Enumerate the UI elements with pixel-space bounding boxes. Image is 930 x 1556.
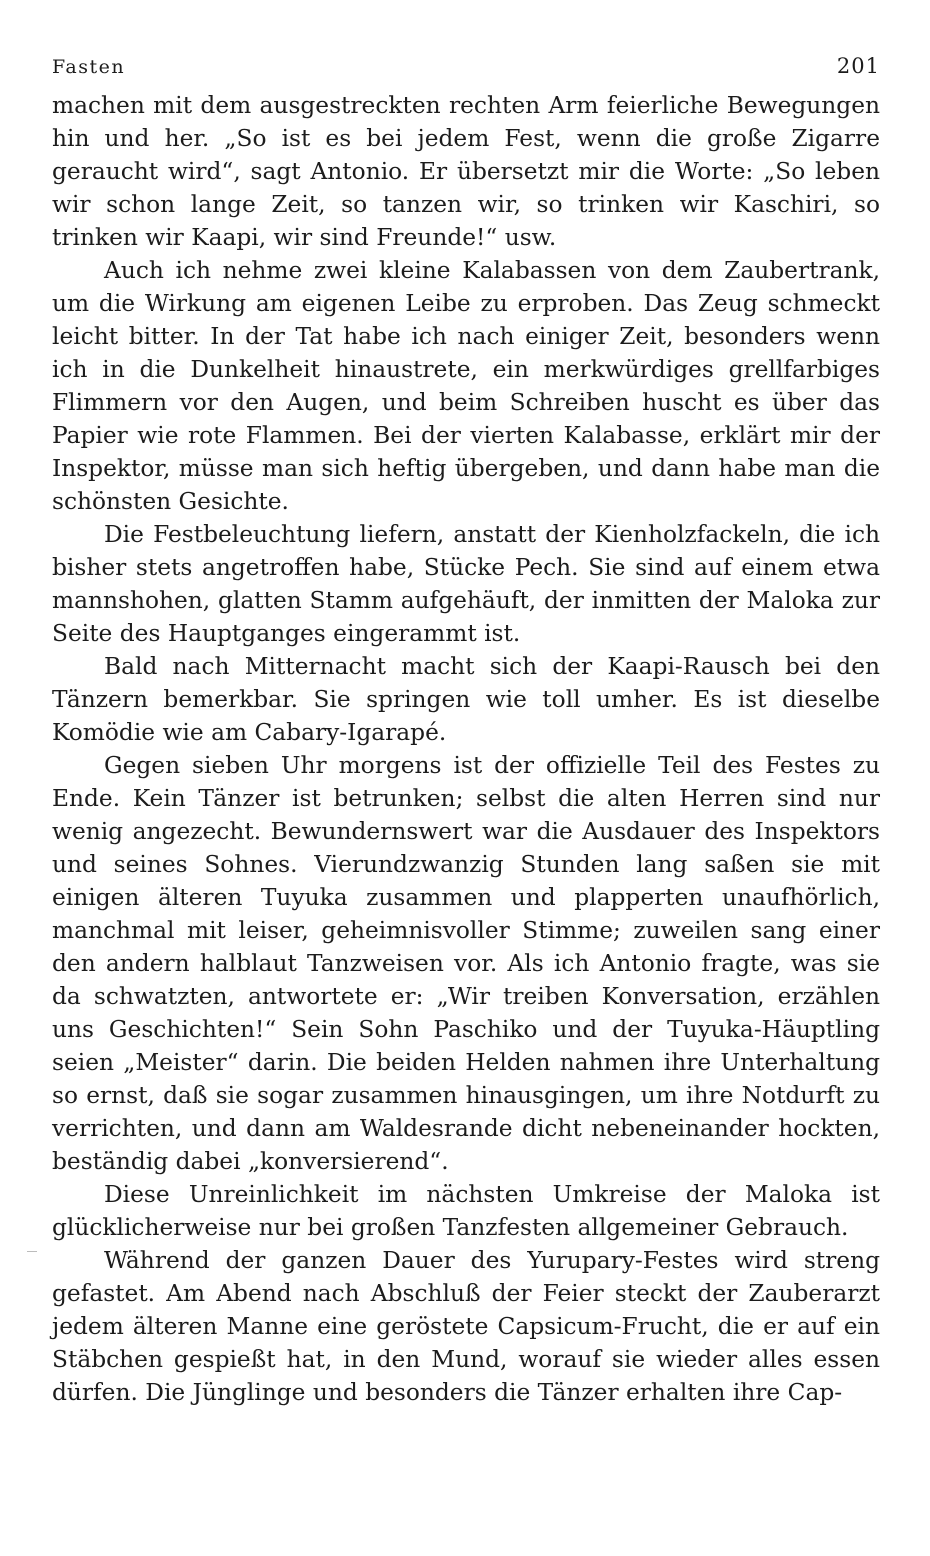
body-text <box>52 89 880 1409</box>
paragraph: Auch ich nehme zwei kleine Kalabassen von dem Zaubertrank, um die Wirkung am eigenen Leibe zu erproben. Das Zeug schmeckt leicht bitter. In der Tat habe ich nach einiger Zeit, besonders wenn ich in die Dunkelheit hinaustrete, ein merkwürdiges grellfarbiges Flimmern vor den Augen, und beim Schreiben huscht es über das Papier wie rote Flammen. Bei der vierten Kalabasse, erklärt mir der Inspektor, müsse man sich heftig übergeben, und dann habe man die schönsten Gesichte. <box>52 257 880 515</box>
running-head-title: Fasten <box>52 56 126 78</box>
margin-mark <box>27 1251 37 1252</box>
paragraph: Bald nach Mitternacht macht sich der Kaapi-Rausch bei den Tänzern bemerkbar. Sie springen wie toll umher. Es ist dieselbe Komödie wie am Cabary-Igarapé. <box>52 653 880 746</box>
book-page <box>52 52 880 1409</box>
paragraph: Gegen sieben Uhr morgens ist der offizielle Teil des Festes zu Ende. Kein Tänzer ist betrunken; selbst die alten Herren sind nur wenig angezecht. Bewundernswert war die Ausdauer des Inspektors und seines Sohnes. Vierundzwanzig Stunden lang saßen sie mit einigen älteren Tuyuka zusammen und plapperten unaufhörlich, manchmal mit leiser, geheimnisvoller Stimme; zuweilen sang einer den andern halblaut Tanzweisen vor. Als ich Antonio fragte, was sie da schwatzten, antwortete er: „Wir treiben Konversation, erzählen uns Geschichten!“ Sein Sohn Paschiko und der Tuyuka-Häuptling seien „Meister“ darin. Die beiden Helden nahmen ihre Unterhaltung so ernst, daß sie sogar zusammen hinausgingen, um ihre Notdurft zu verrichten, und dann am Waldesrande dicht nebeneinander hockten, beständig dabei „konversierend“. <box>52 752 880 1175</box>
page-number: 201 <box>836 54 880 78</box>
paragraph: Diese Unreinlichkeit im nächsten Umkreise der Maloka ist glücklicherweise nur bei großen Tanzfesten allgemeiner Gebrauch. <box>52 1181 880 1241</box>
paragraph: Die Festbeleuchtung liefern, anstatt der Kienholzfackeln, die ich bisher stets angetroffen habe, Stücke Pech. Sie sind auf einem etwa mannshohen, glatten Stamm aufgehäuft, der inmitten der Maloka zur Seite des Hauptganges eingerammt ist. <box>52 521 880 647</box>
running-head <box>52 52 880 82</box>
paragraph-continued: machen mit dem ausgestreckten rechten Arm feierliche Bewegungen hin und her. „So ist es bei jedem Fest, wenn die große Zigarre geraucht wird“, sagt Antonio. Er übersetzt mir die Worte: „So leben wir schon lange Zeit, so tanzen wir, so trinken wir Kaschiri, so trinken wir Kaapi, wir sind Freunde!“ usw. <box>52 92 880 251</box>
paragraph: Während der ganzen Dauer des Yurupary-Festes wird streng gefastet. Am Abend nach Abschluß der Feier steckt der Zauberarzt jedem älteren Manne eine geröstete Capsicum-Frucht, die er auf ein Stäbchen gespießt hat, in den Mund, worauf sie wieder alles essen dürfen. Die Jünglinge und besonders die Tänzer erhalten ihre Cap- <box>52 1247 880 1406</box>
